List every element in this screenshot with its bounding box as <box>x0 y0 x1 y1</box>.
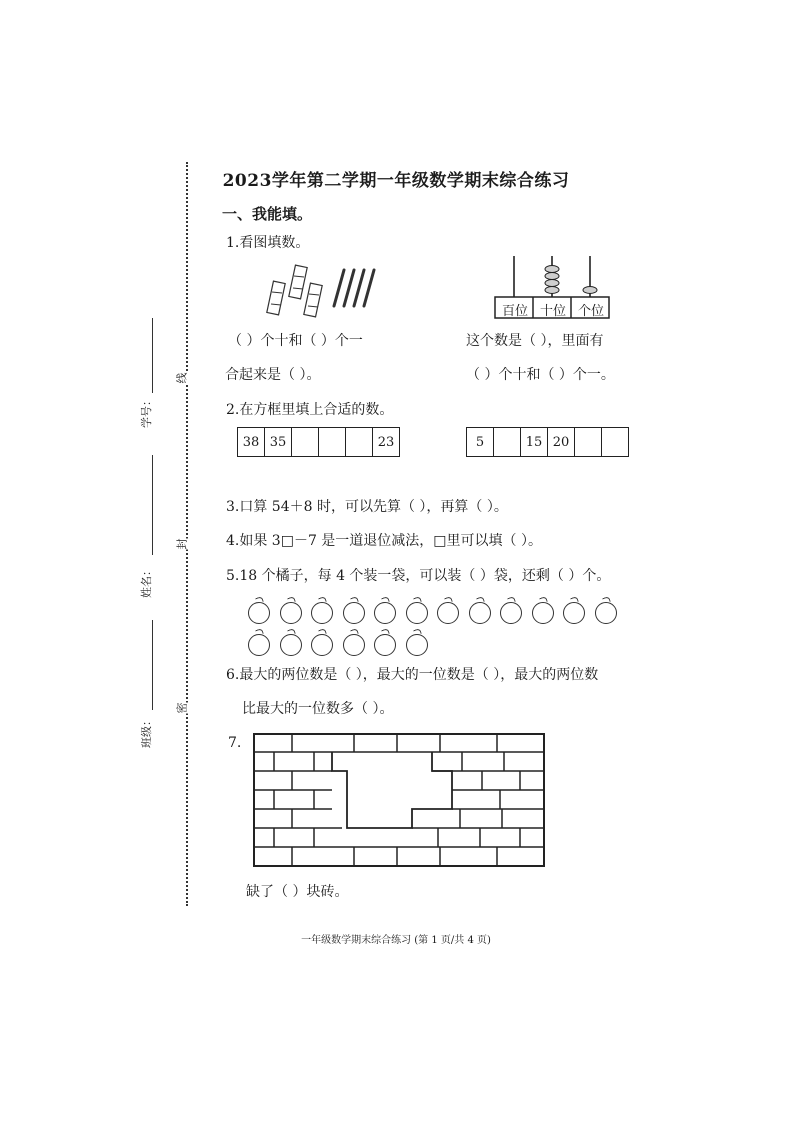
orange-icon <box>500 602 522 624</box>
orange-icon <box>311 634 333 656</box>
orange-icon <box>374 634 396 656</box>
seq2-blank-cell[interactable] <box>602 428 629 457</box>
orange-icon <box>248 634 270 656</box>
seq2-blank-cell[interactable] <box>575 428 602 457</box>
orange-icon <box>311 602 333 624</box>
bundles-and-sticks-figure <box>262 262 380 320</box>
binding-dotted-line <box>186 162 188 906</box>
seq1-blank-cell[interactable] <box>346 428 373 457</box>
q2-label: 2.在方框里填上合适的数。 <box>226 402 394 418</box>
q6-line1: 6.最大的两位数是（ ），最大的一位数是（ ），最大的两位数 <box>226 667 599 683</box>
brick-wall-figure <box>252 732 546 868</box>
seq1-blank-cell[interactable] <box>319 428 346 457</box>
seq2-cell: 5 <box>467 428 494 457</box>
orange-icon <box>343 634 365 656</box>
q7-answer-line: 缺了（ ）块砖。 <box>246 884 349 900</box>
seq1-cell: 35 <box>265 428 292 457</box>
xingming-blank-line <box>152 455 153 555</box>
q5-text: 5.18 个橘子，每 4 个装一袋，可以装（ ）袋，还剩（ ）个。 <box>226 568 611 584</box>
seq1-cell: 38 <box>238 428 265 457</box>
q1-right-line1: 这个数是（ ），里面有 <box>466 333 604 349</box>
orange-icon <box>563 602 585 624</box>
banji-blank-line <box>152 620 153 710</box>
seq2-cell: 20 <box>548 428 575 457</box>
seq1-blank-cell[interactable] <box>292 428 319 457</box>
section-heading: 一、我能填。 <box>222 205 313 223</box>
orange-icon <box>437 602 459 624</box>
abacus-label-ones: 个位 <box>577 304 604 319</box>
xuehao-blank-line <box>152 318 153 393</box>
seq2-cell: 15 <box>521 428 548 457</box>
orange-icon <box>248 602 270 624</box>
q1-left-line2: 合起来是（ ）。 <box>225 367 321 383</box>
binding-mark-mi: 密 <box>175 702 189 714</box>
oranges-figure <box>248 596 628 656</box>
orange-icon <box>532 602 554 624</box>
binding-mark-xian: 线 <box>175 372 189 384</box>
q4-text: 4.如果 3□－7 是一道退位减法，□里可以填（ ）。 <box>226 533 542 549</box>
orange-icon <box>595 602 617 624</box>
q6-line2: 比最大的一位数多（ ）。 <box>242 701 394 717</box>
seq1-cell: 23 <box>373 428 400 457</box>
orange-icon <box>406 634 428 656</box>
q2-sequence-2 <box>466 427 629 457</box>
orange-icon <box>343 602 365 624</box>
abacus-label-hundreds: 百位 <box>501 304 528 319</box>
banji-label: 班级： <box>140 715 153 748</box>
q3-text: 3.口算 54＋8 时，可以先算（ ），再算（ ）。 <box>226 499 508 515</box>
page-footer: 一年级数学期末综合练习 (第 1 页/共 4 页) <box>301 935 491 946</box>
q1-right-line2: （ ）个十和（ ）个一。 <box>466 367 615 383</box>
q7-label: 7. <box>228 735 242 751</box>
orange-icon <box>374 602 396 624</box>
exam-title: 2023学年第二学期一年级数学期末综合练习 <box>222 171 570 191</box>
q1-label: 1.看图填数。 <box>226 235 310 251</box>
orange-icon <box>280 634 302 656</box>
q2-sequence-1 <box>237 427 400 457</box>
xingming-label: 姓名： <box>140 565 153 598</box>
orange-icon <box>280 602 302 624</box>
binding-mark-feng: 封 <box>175 538 189 550</box>
abacus-label-tens: 十位 <box>539 304 566 319</box>
orange-icon <box>469 602 491 624</box>
xuehao-label: 学号： <box>140 395 153 428</box>
q1-left-line1: （ ）个十和（ ）个一 <box>228 333 363 349</box>
seq2-blank-cell[interactable] <box>494 428 521 457</box>
orange-icon <box>406 602 428 624</box>
